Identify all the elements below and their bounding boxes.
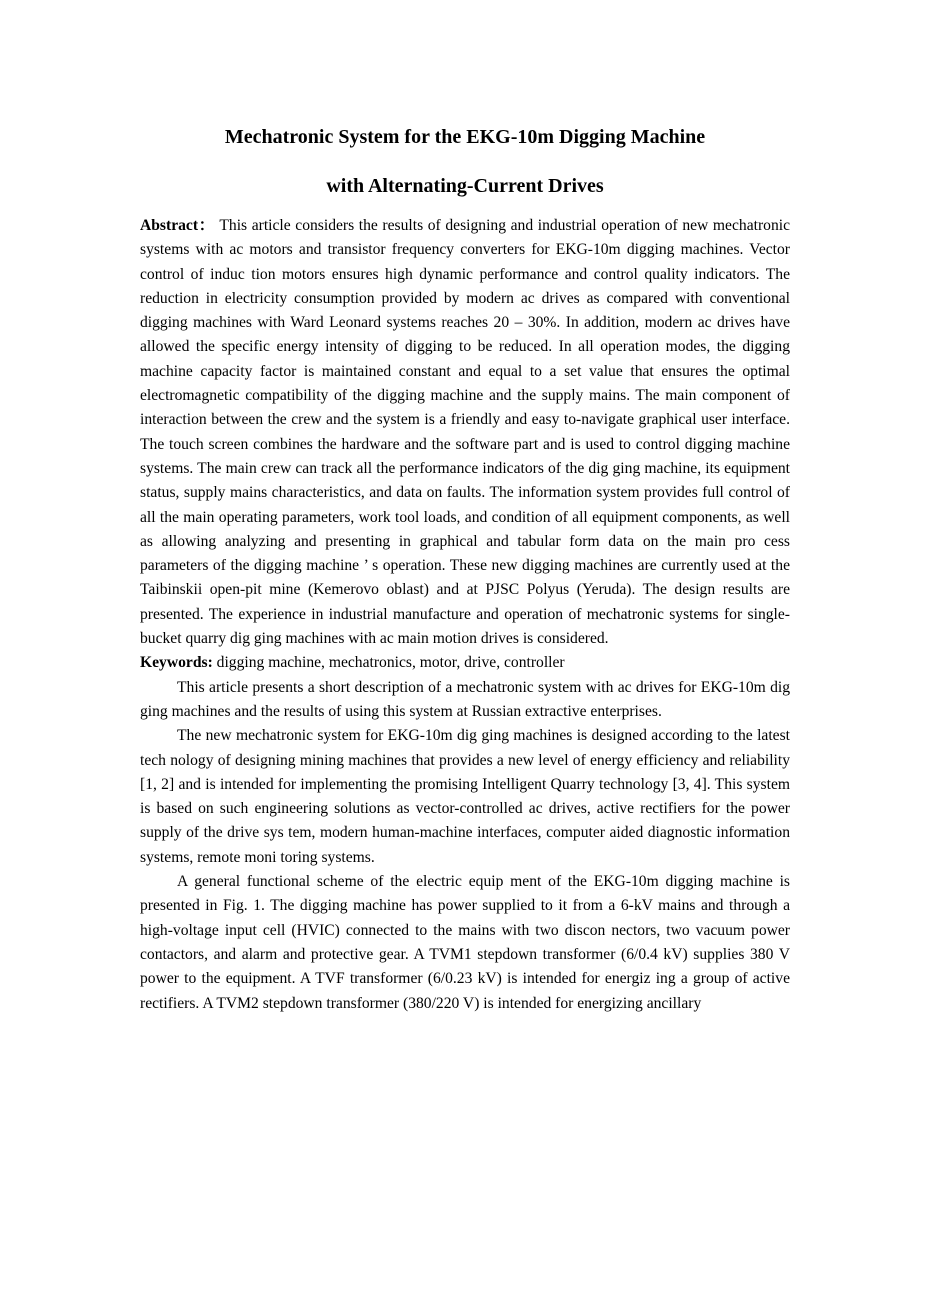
body-paragraph-3: A general functional scheme of the electric equip ment of the EKG-10m digging machine is presented in Fig. 1. The digging machine has power supplied to it from a 6-kV mains and through a high-voltage input cell (HVIC) connected to the mains with two discon nectors, two vacuum power contactors, and alarm and protective gear. A TVM1 stepdown transformer (6/0.4 kV) supplies 380 V power to the equipment. A TVF transformer (6/0.23 kV) is intended for energiz ing a group of active rectifiers. A TVM2 stepdown transformer (380/220 V) is intended for energizing ancillary <box>140 873 790 1012</box>
abstract-text: This article considers the results of designing and industrial operation of new mechatronic systems with ac motors and transistor frequency converters for EKG-10m digging machines. Vector control of induc tion motors ensures high dynamic performance and control quality indicators. The reduction in electricity consumption provided by modern ac drives as compared with conventional digging machines with Ward Leonard systems reaches 20 – 30%. In addition, modern ac drives have allowed the specific energy intensity of digging to be reduced. In all operation modes, the digging machine capacity factor is maintained constant and equal to a set value that ensures the optimal electromagnetic compatibility of the digging machine and the supply mains. The main component of interaction between the crew and the system is a friendly and easy to-navigate graphical user interface. The touch screen combines the hardware and the software part and is used to control digging machine systems. The main crew can track all the performance indicators of the dig ging machine, its equipment status, supply mains characteristics, and data on faults. The information system provides full control of all the main operating parameters, work tool loads, and condition of all equipment components, as well as allowing analyzing and presenting in graphical and tabular form data on the main pro cess parameters of the digging machine ’ s operation. These new digging machines are currently used at the Taibinskii open-pit mine (Kemerovo oblast) and at PJSC Polyus (Yeruda). The design results are presented. The experience in industrial manufacture and operation of mechatronic systems for single-bucket quarry dig ging machines with ac main motion drives is considered. <box>140 217 790 648</box>
body-paragraph-2: The new mechatronic system for EKG-10m dig ging machines is designed according to the latest tech nology of designing mining machines that provides a new level of energy efficiency and reliability [1, 2] and is intended for implementing the promising Intelligent Quarry technology [3, 4]. This system is based on such engineering solutions as vector-controlled ac drives, active rectifiers for the power supply of the drive sys tem, modern human-machine interfaces, computer aided diagnostic information systems, remote moni toring systems. <box>140 727 790 866</box>
article-body <box>140 214 790 1016</box>
abstract-paragraph <box>140 214 790 651</box>
keywords-text: digging machine, mechatronics, motor, drive, controller <box>212 654 565 672</box>
keywords-line <box>140 651 790 675</box>
body-paragraph-1: This article presents a short description of a mechatronic system with ac drives for EKG-10m dig ging machines and the results of using this system at Russian extractive enterprises. <box>140 678 790 720</box>
article-title-line2: with Alternating-Current Drives <box>326 175 604 197</box>
keywords-label: Keywords: <box>140 654 213 672</box>
article-title-line1: Mechatronic System for the EKG-10m Digging Machine <box>224 126 706 148</box>
abstract-label: Abstract： <box>140 217 216 234</box>
